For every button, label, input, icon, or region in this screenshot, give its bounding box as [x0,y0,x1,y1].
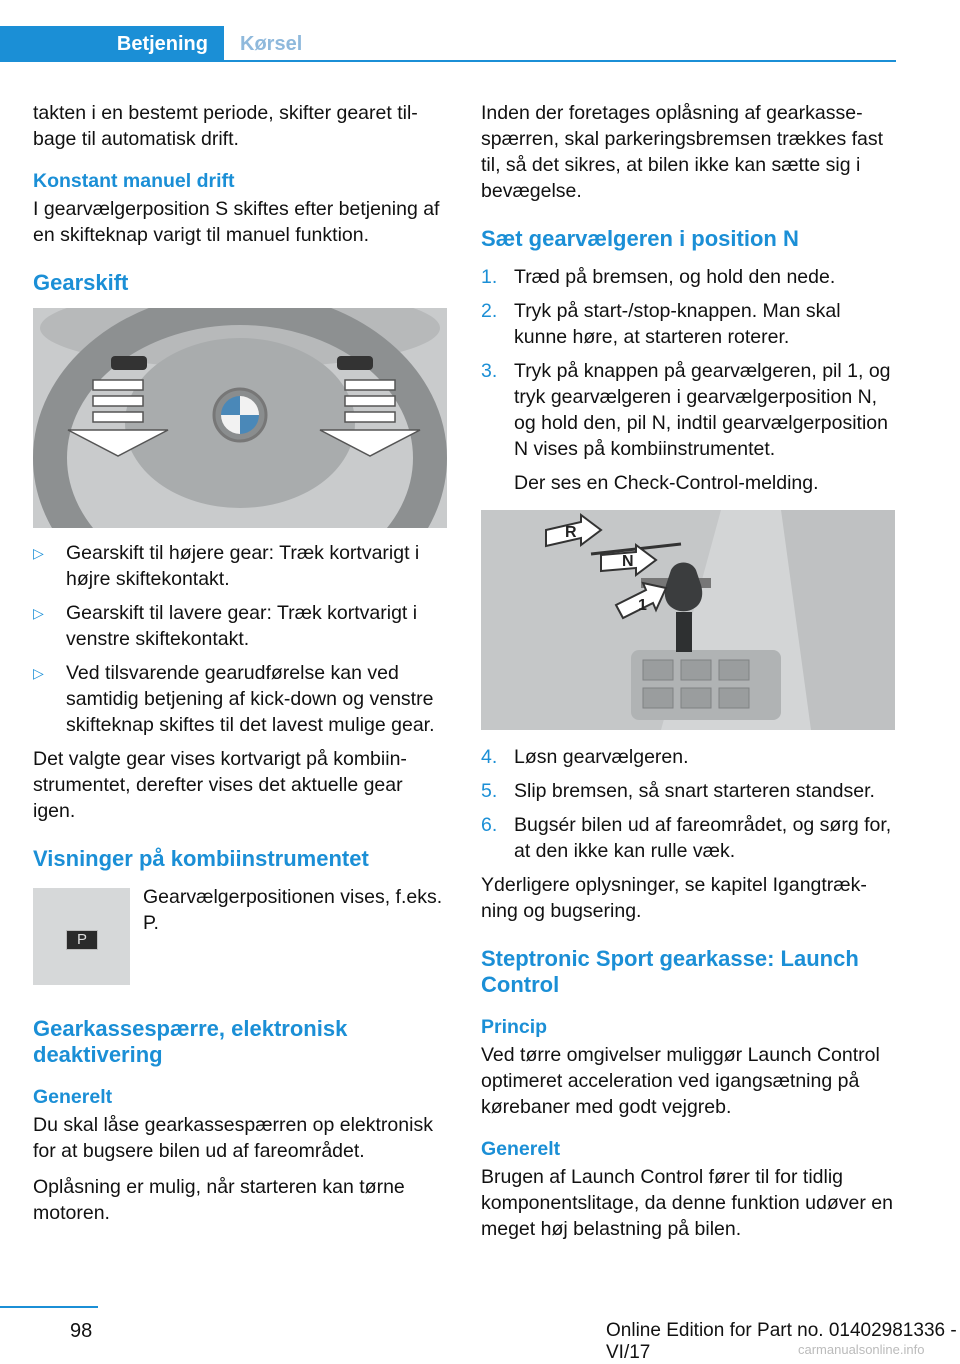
arrow-label-n: N [622,553,634,570]
step-number: 4. [481,746,498,768]
launch-heading: Steptronic Sport gearkasse: Launch Control [481,946,859,997]
step-item [481,812,895,864]
generelt-heading-left: Generelt [33,1086,113,1108]
konstant-text: I gearvælgerposition S skiftes efter betjening af en skifteknap varigt til manuel funktion. [33,198,440,246]
step-number: 1. [481,266,498,288]
generelt-text-2: Oplåsning er mulig, når starteren kan tørne motoren. [33,1176,405,1224]
gearskift-heading: Gearskift [33,270,129,295]
right-intro: Inden der foretages oplåsning af gearkassespærren, skal parkeringsbremsen trækkes fast til, så det sikres, at bilen ikke kan sætte sig i bevægelse. [481,102,884,202]
generelt-text-1: Du skal låse gearkassespærren op elektronisk for at bugsere bilen ud af fareområdet. [33,1114,433,1162]
visninger-text: Gearvælgerpositionen vises, f.eks. P. [143,886,443,934]
left-column [33,100,447,1236]
intro-paragraph: takten i en bestemt periode, skifter gearet tilbage til automatisk drift. [33,102,418,150]
step-item [481,264,895,290]
instrument-display-illustration [33,888,130,985]
gauge-block [33,884,447,994]
header-divider [224,60,896,62]
step3-note: Der ses en Check-Control-melding. [514,472,819,494]
step-text: Tryk på knappen på gearvælgeren, pil 1, og tryk gearvælgeren i gearvælgerposition N, og hold den, pil N, indtil gearvælgerposition N vises på kombiinstrumentet. [514,360,891,460]
step-text: Løsn gearvælgeren. [514,746,689,768]
arrow-label-r: R [565,524,577,541]
princip-text: Ved tørre omgivelser muliggør Launch Control optimeret acceleration ved igangsætning på kørebaner med godt vejgreb. [481,1044,880,1118]
generelt-text-right: Brugen af Launch Control fører til for tidlig komponentslitage, da denne funktion udøver en meget høj belastning på bilen. [481,1166,893,1240]
princip-heading: Princip [481,1016,548,1038]
step-number: 5. [481,780,498,802]
edition-text: Online Edition for Part no. 01402981336 - VI/17 [606,1320,957,1363]
gearskift-list [33,540,447,738]
step-item [481,298,895,350]
page-number: 98 [70,1320,93,1342]
steps-list-a [481,264,895,462]
step-item [481,744,895,770]
step-number: 6. [481,814,498,836]
visninger-heading: Visninger på kombiinstrumentet [33,846,369,871]
step-item [481,358,895,462]
step-number: 2. [481,300,498,322]
gear-display-text: Det valgte gear vises kortvarigt på kombiinstrumentet, derefter vises det aktuelle gear igen. [33,748,407,822]
right-column [481,100,895,1252]
position-n-heading: Sæt gearvælgeren i position N [481,226,799,251]
steps-list-b [481,744,895,864]
gear-p-indicator: P [66,930,98,950]
tab-betjening[interactable]: Betjening [0,26,224,62]
steering-wheel-illustration [33,308,447,528]
header-bar [0,0,960,62]
list-item: ▷ Gearskift til lavere gear: Træk kortvarigt i venstre skiftekontakt. [33,600,447,652]
step-number: 3. [481,360,498,382]
watermark: carmanualsonline.info [798,1342,925,1357]
step-text: Træd på bremsen, og hold den nede. [514,266,836,288]
arrow-label-1: 1 [638,597,647,614]
step-text: Slip bremsen, så snart starteren standser. [514,780,875,802]
tab-korsel[interactable]: Kørsel [240,32,303,55]
generelt-heading-right: Generelt [481,1138,561,1160]
step-item [481,778,895,804]
step-text: Bugsér bilen ud af fareområdet, og sørg for, at den ikke kan rulle væk. [514,814,892,862]
list-item: ▷ Ved tilsvarende gearudførelse kan ved samtidig betjening af kick-down og venstre skifteknap skiftes til det lavest mulige gear. [33,660,447,738]
konstant-heading: Konstant manuel drift [33,170,235,192]
gear-selector-illustration [481,510,895,730]
yderligere-text: Yderligere oplysninger, se kapitel Igangtrækning og bugsering. [481,874,867,922]
footer-divider [0,1306,98,1308]
spaerre-heading: Gearkassespærre, elektronisk deaktivering [33,1016,348,1067]
list-item: ▷ Gearskift til højere gear: Træk kortvarigt i højre skiftekontakt. [33,540,447,592]
step-text: Tryk på start-/stop-knappen. Man skal kunne høre, at starteren roterer. [514,300,841,348]
